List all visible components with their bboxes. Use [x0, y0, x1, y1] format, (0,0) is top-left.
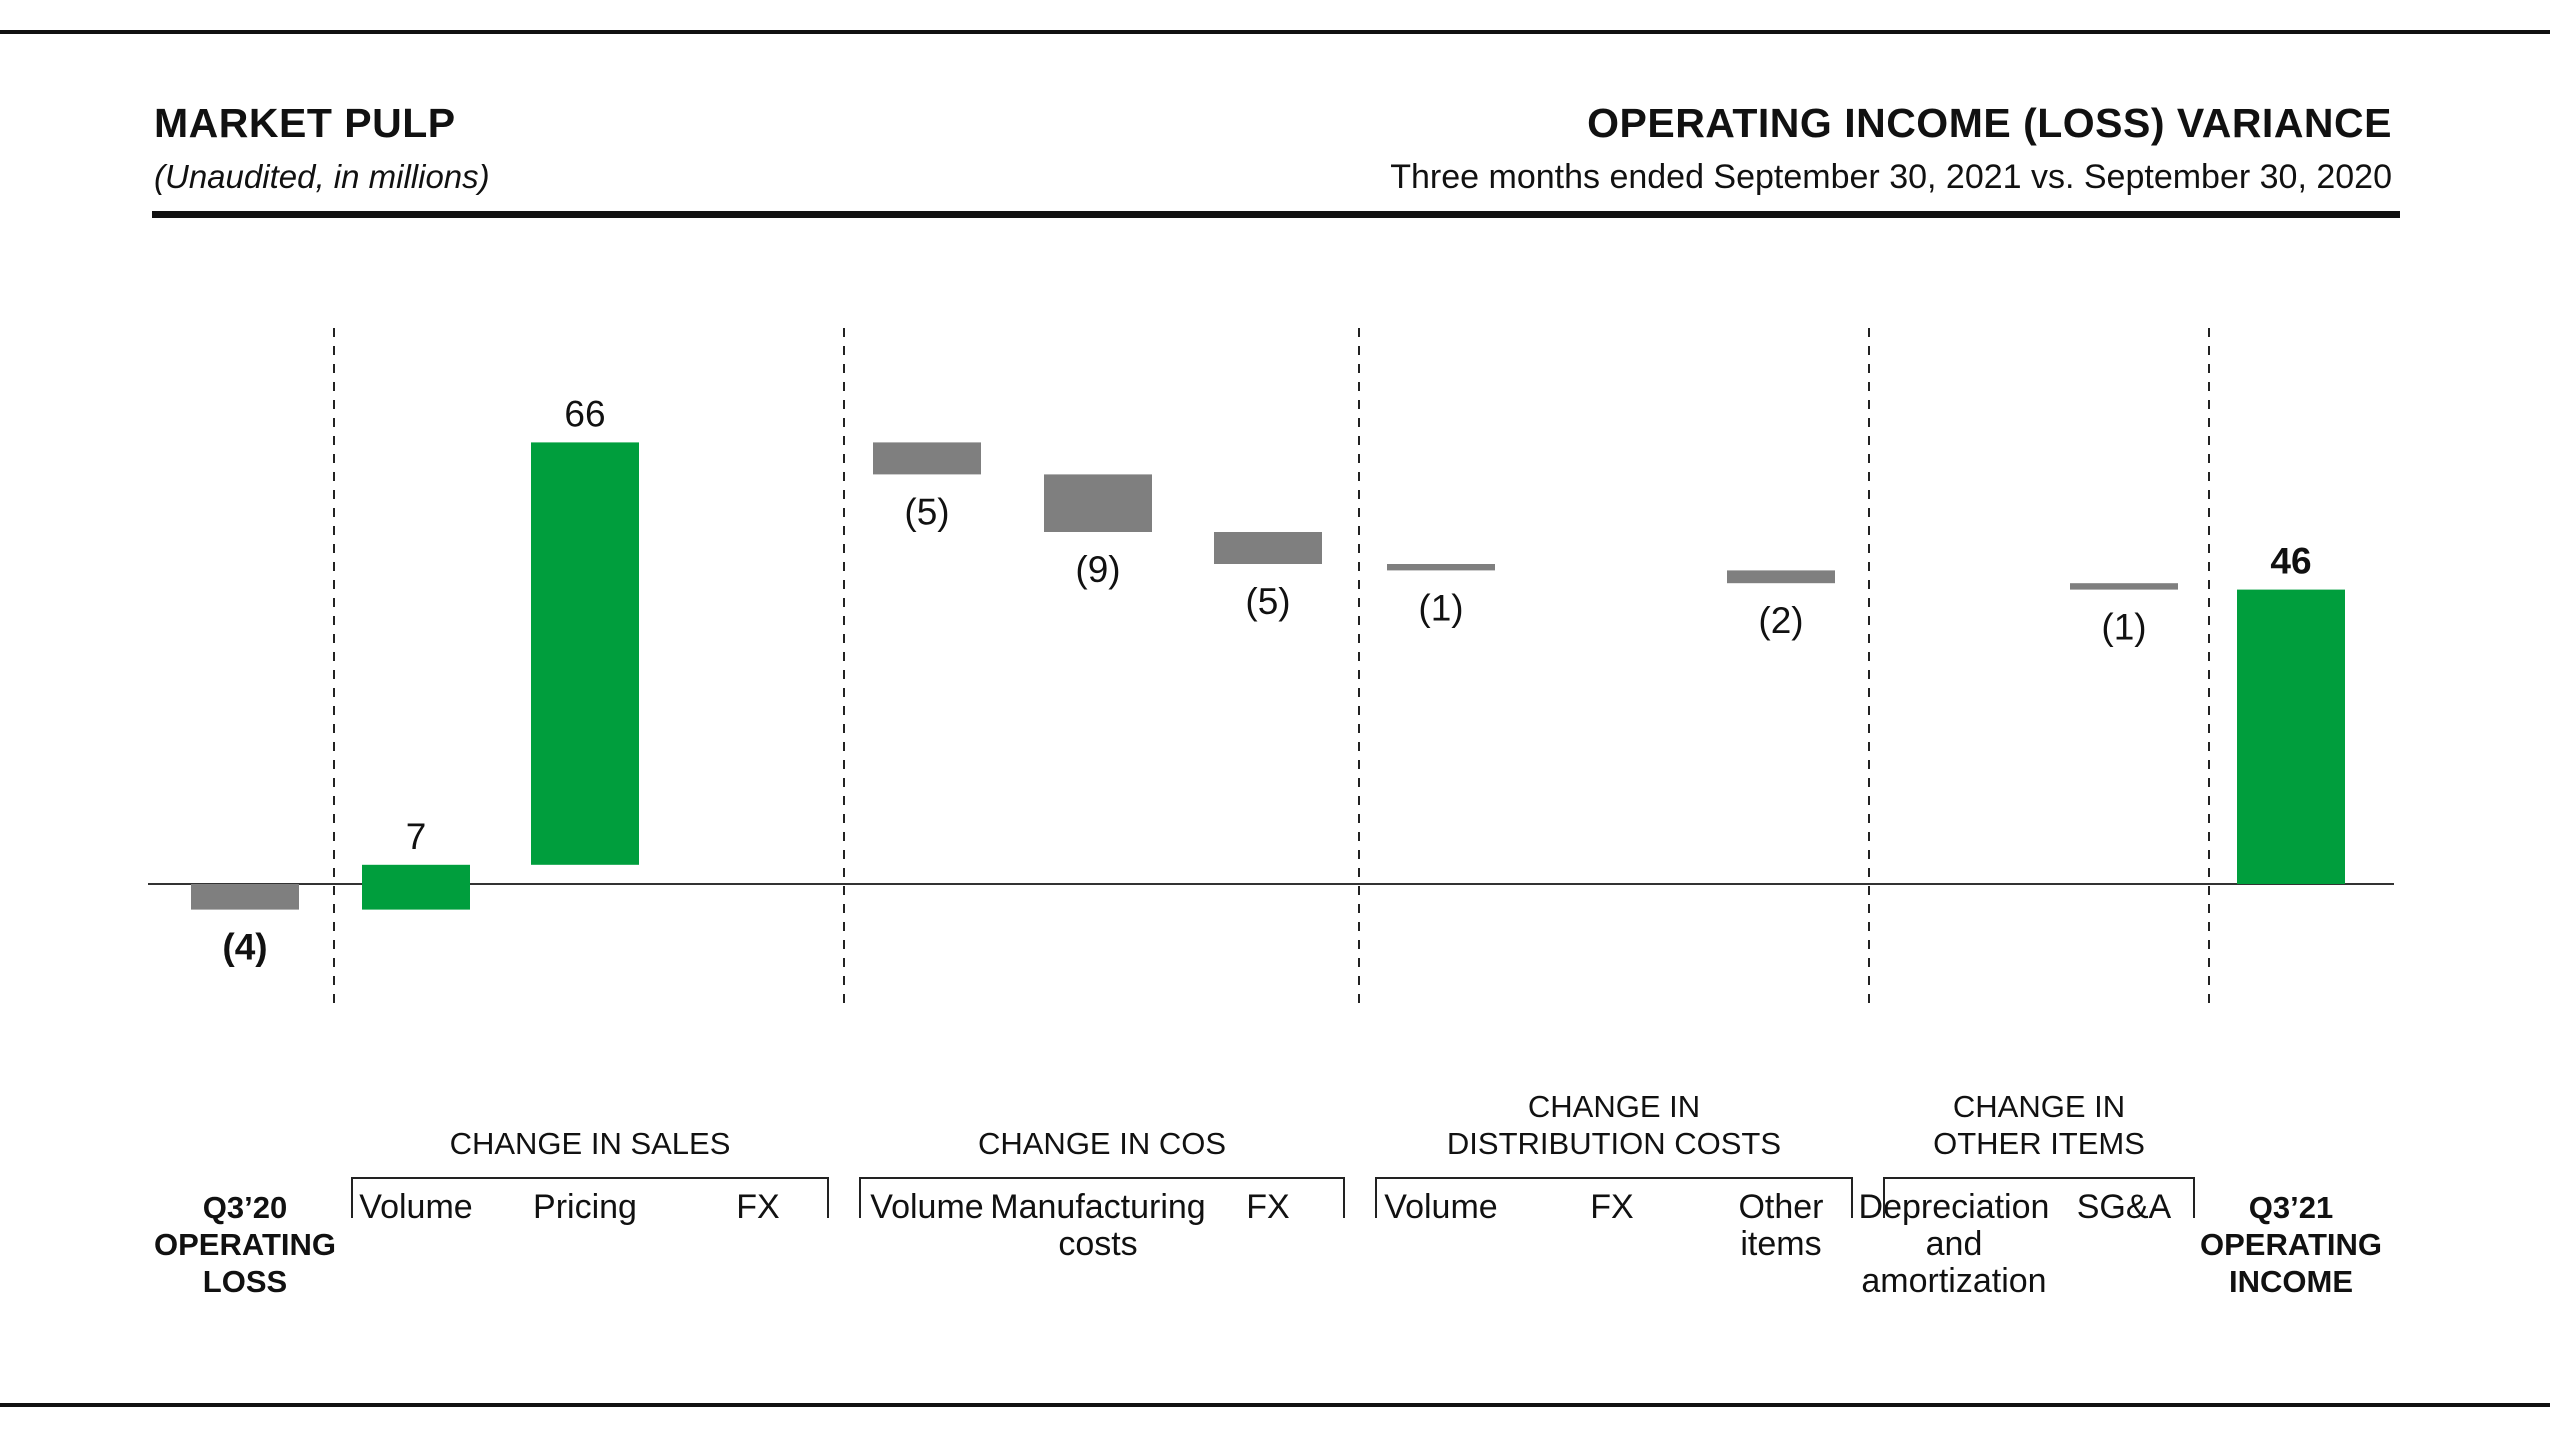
group-header-1-line-1: CHANGE IN SALES [449, 1126, 731, 1161]
data-label-step-7: (1) [1418, 587, 1464, 629]
data-label-end: 46 [2270, 540, 2312, 582]
data-label-step-4: (5) [904, 491, 950, 533]
category-label-step-5-line-2: costs [1058, 1225, 1138, 1263]
data-label-step-1: 7 [405, 815, 427, 857]
data-label-step-9: (2) [1758, 600, 1804, 642]
data-label-start: (4) [222, 926, 268, 968]
units-note: (Unaudited, in millions) [154, 158, 490, 195]
category-label-start-line-2: OPERATING [154, 1227, 336, 1262]
bar-step-2 [531, 442, 639, 864]
category-label-end-line-3: INCOME [2229, 1264, 2353, 1299]
category-label-step-6-line-1: FX [1246, 1188, 1290, 1226]
bar-step-4 [873, 442, 981, 474]
group-header-2-line-1: CHANGE IN COS [977, 1126, 1227, 1161]
category-label-step-9-line-2: items [1740, 1225, 1822, 1263]
bar-end [2237, 590, 2345, 884]
category-label-step-11-line-1: SG&A [2076, 1188, 2172, 1226]
category-label-step-10-line-3: amortization [1861, 1262, 2047, 1300]
period-subtitle: Three months ended September 30, 2021 vs. September 30, 2020 [1390, 158, 2392, 196]
chart-title: OPERATING INCOME (LOSS) VARIANCE [1587, 100, 2392, 146]
data-label-step-2: 66 [564, 393, 606, 435]
bar-step-1 [362, 865, 470, 910]
bar-step-11 [2070, 583, 2178, 589]
data-label-step-6: (5) [1245, 581, 1291, 622]
group-header-3-line-1: CHANGE IN [1527, 1089, 1701, 1124]
category-label-start-line-1: Q3’20 [202, 1190, 288, 1225]
bar-step-5 [1044, 474, 1152, 532]
bar-step-9 [1727, 570, 1835, 583]
category-label-step-2-line-1: Pricing [533, 1188, 637, 1226]
category-label-step-8-line-1: FX [1590, 1188, 1634, 1226]
category-label-step-1-line-1: Volume [359, 1188, 473, 1226]
data-label-step-11: (1) [2101, 606, 2147, 648]
group-header-3-line-2: DISTRIBUTION COSTS [1446, 1126, 1782, 1161]
category-label-step-7-line-1: Volume [1384, 1188, 1498, 1226]
bar-step-7 [1387, 564, 1495, 570]
bottom-rule [0, 1403, 2550, 1407]
category-label-step-4-line-1: Volume [870, 1188, 984, 1226]
category-label-end-line-1: Q3’21 [2248, 1190, 2334, 1225]
bar-start [191, 884, 299, 910]
category-label-step-9-line-1: Other [1738, 1188, 1824, 1226]
segment-title: MARKET PULP [154, 100, 456, 146]
category-label-step-5-line-1: Manufacturing [990, 1188, 1206, 1226]
bar-step-6 [1214, 532, 1322, 564]
category-label-step-10-line-2: and [1925, 1225, 1983, 1263]
data-label-step-5: (9) [1075, 549, 1121, 590]
category-label-step-3-line-1: FX [736, 1188, 780, 1226]
category-label-start-line-3: LOSS [202, 1264, 288, 1299]
category-label-step-10-line-1: Depreciation [1858, 1188, 2050, 1226]
category-label-end-line-2: OPERATING [2200, 1227, 2382, 1262]
group-header-4-line-2: OTHER ITEMS [1933, 1126, 2145, 1161]
group-header-4-line-1: CHANGE IN [1952, 1089, 2126, 1124]
